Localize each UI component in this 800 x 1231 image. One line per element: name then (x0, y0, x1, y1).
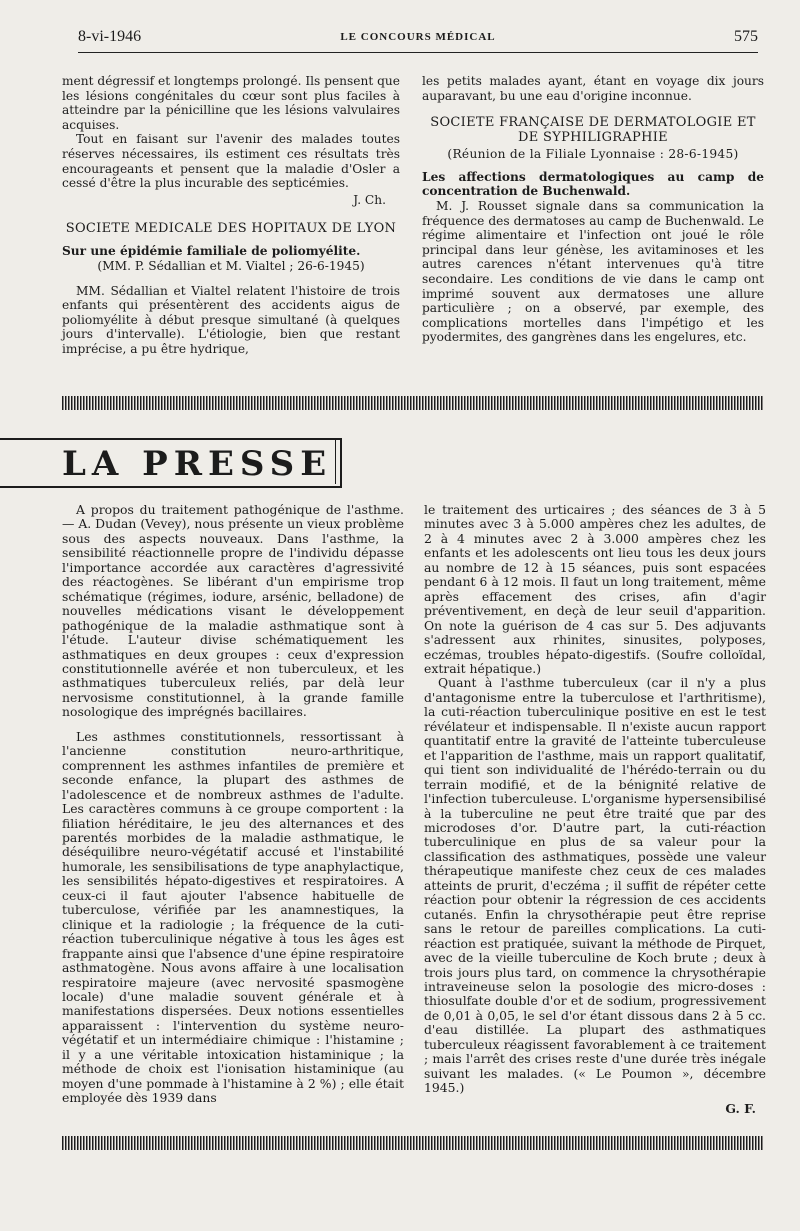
society-heading: SOCIETE MEDICALE DES HOPITAUX DE LYON (65, 221, 397, 237)
article-authors: (MM. P. Sédallian et M. Vialtel ; 26-6-1945) (97, 258, 365, 273)
author-initials: G. F. (725, 1100, 756, 1116)
meeting-info: (Réunion de la Filiale Lyonnaise : 28-6-1945) (447, 147, 739, 162)
paragraph: M. J. Rousset signale dans sa communication la fréquence des dermatoses au camp de Buchenwald. Le régime alimentaire et l'infection ont joué le rôle principal dans leur génèse, les avitaminoses et les autres carences n'étant intervenues qu'à titre secondaire. Les conditions de vie dans le camp ont imprimé souvent aux dermatoses une allure particulière ; on a observé, par exemple, des complications mortelles dans l'impétigo et les pyodermites, des gangrènes dans les engelures, etc. (422, 198, 764, 345)
paragraph: ment dégressif et longtemps prolongé. Ils pensent que les lésions congénitales du cœur sont plus faciles à atteindre par la pénicilline que les lésions valvulaires acquises. (62, 74, 400, 132)
paragraph: Les asthmes constitutionnels, ressortissant à l'ancienne constitution neuro-arthritique, comprennent les asthmes infantiles de première et seconde enfance, la plupart des asthmes de l'adolescence et de nombreux asthmes de l'adulte. Les caractères communs à ce groupe comportent : la filiation héréditaire, le jeu des alternances et des parentés morbides de la maladie asthmatique, le déséquilibre neuro-végétatif accusé et l'instabilité humorale, les sensibilisations de type anaphylactique, les sensibilités hépato-digestives et respiratoires. A ceux-ci il faut ajouter l'absence habituelle de tuberculose, vérifiée par les anamnestiques, la clinique et la radiologie ; la fréquence de la cuti-réaction tuberculinique négative à tous les âges est frappante ainsi que l'absence d'une épine respiratoire asthmatogène. Nous avons affaire à une localisation respiratoire majeure (avec nervosité spasmogène locale) d'une maladie souvent générale et à manifestations dispersées. Deux notions essentielles apparaissent : l'intervention du système neuro-végétatif et un intermédiaire chimique : l'histamine ; il y a une véritable intoxication histaminique ; la méthode de choix est l'ionisation histaminique (au moyen d'une pommade à l'histamine à 2 %) ; elle était employée dès 1939 dans (62, 728, 404, 1106)
paragraph: Quant à l'asthme tuberculeux (car il n'y a plus d'antagonisme entre la tuberculose et l'arthritisme), la cuti-réaction tuberculinique positive en est le test révélateur et indispensable. Il n'existe aucun rapport quantitatif entre la gravité de l'atteinte tuberculeuse et l'apparition de l'asthme, mais un rapport qualitatif, qui tient son individualité de l'hérédo-terrain ou du terrain modifié, et de la bénignité relative de l'infection tuberculeuse. L'organisme hypersensibilisé à la tuberculine ne peut être traité que par des microdoses d'or. D'autre part, la cuti-réaction tuberculinique en plus de sa valeur pour la classification des asthmatiques, possède une valeur thérapeutique manifeste chez ceux de ces malades atteints de prurit, d'eczéma ; il suffit de répéter cette réaction pour obtenir la régression de ces accidents cutanés. Enfin la chrysothérapie peut être reprise sans le retour de pareilles complications. La cuti-réaction est pratiquée, suivant la méthode de Pirquet, avec de la vieille tuberculine de Koch brute ; deux à trois jours plus tard, on commence la chrysothérapie intraveineuse selon la posologie des micro-doses : thiosulfate double d'or et de sodium, progressivement de 0,01 à 0,05, le sel d'or étant dissous dans 2 à 5 cc. d'eau distillée. La plupart des asthmatiques tuberculeux réagissent favorablement à ce traitement ; mais l'arrêt des crises reste d'une durée très inégale suivant les malades. (« Le Poumon », décembre 1945.) (424, 675, 766, 1096)
article-title: Sur une épidémie familiale de poliomyélite. (62, 244, 361, 259)
top-right-column (422, 74, 764, 345)
paragraph: le traitement des urticaires ; des séances de 3 à 5 minutes avec 3 à 5.000 ampères chez les adultes, de 2 à 4 minutes avec 2 à 3.000 ampères chez les enfants et les adolescents ont lieu tous les deux jours au nombre de 12 à 15 séances, puis sont espacées pendant 6 à 12 mois. Il faut un long traitement, même après effacement des crises, afin d'agir préventivement, en deçà de leur seuil d'apparition. On note la guérison de 4 cas sur 5. Des adjuvants s'adressent aux rhinites, sinusites, polyposes, eczémas, troubles hépato-digestifs. (Soufre colloïdal, extrait hépatique.) (424, 502, 766, 676)
page-number: 575 (734, 28, 758, 45)
presse-right-column (424, 503, 766, 1116)
top-left-column (62, 74, 400, 357)
page-header (78, 28, 758, 53)
paragraph: Tout en faisant sur l'avenir des malades toutes réserves nécessaires, ils estiment ces résultats très encourageants et pensent que la maladie d'Osler a cessé d'être la plus incurable des septicémies. (62, 132, 400, 191)
paragraph: MM. Sédallian et Vialtel relatent l'histoire de trois enfants qui présentèrent des accidents aigus de poliomyélite à début presque simultané (à quelques jours d'intervalle). L'étiologie, bien que restant imprécise, a pu être hydrique, (62, 283, 400, 356)
separator-rule (62, 1136, 764, 1150)
presse-left-column (62, 503, 404, 1106)
journal-title: LE CONCOURS MÉDICAL (340, 31, 496, 43)
separator-rule (62, 396, 764, 410)
section-title: LA PRESSE (62, 444, 333, 484)
section-banner (0, 438, 342, 488)
paragraph: les petits malades ayant, étant en voyage dix jours auparavant, bu une eau d'origine inconnue. (422, 74, 764, 103)
paragraph: A propos du traitement pathogénique de l'asthme. — A. Dudan (Vevey), nous présente un vieux problème sous des aspects nouveaux. Dans l'asthme, la sensibilité réactionnelle propre de l'individu dépasse l'importance accordée aux caractères d'agressivité des réactogènes. Se libérant d'un empirisme trop schématique (régimes, iodure, arsénic, belladone) de nouvelles médications visant le développement pathogénique de la maladie asthmatique sont à l'étude. L'auteur divise schématiquement les asthmatiques en deux groupes : ceux d'expression constitutionnelle avérée et non tuberculeux, et les asthmatiques tuberculeux reliés, par delà leur nervosisme constitutionnel, à la grande famille nosologique des imprégnés bacillaires. (62, 502, 404, 720)
signature: J. Ch. (353, 192, 386, 207)
issue-date: 8-vi-1946 (78, 28, 142, 45)
article-title: Les affections dermatologiques au camp de concentration de Buchenwald. (422, 169, 764, 199)
society-heading: SOCIETE FRANÇAISE DE DERMATOLOGIE ET DE SYPHILIGRAPHIE (430, 115, 756, 146)
